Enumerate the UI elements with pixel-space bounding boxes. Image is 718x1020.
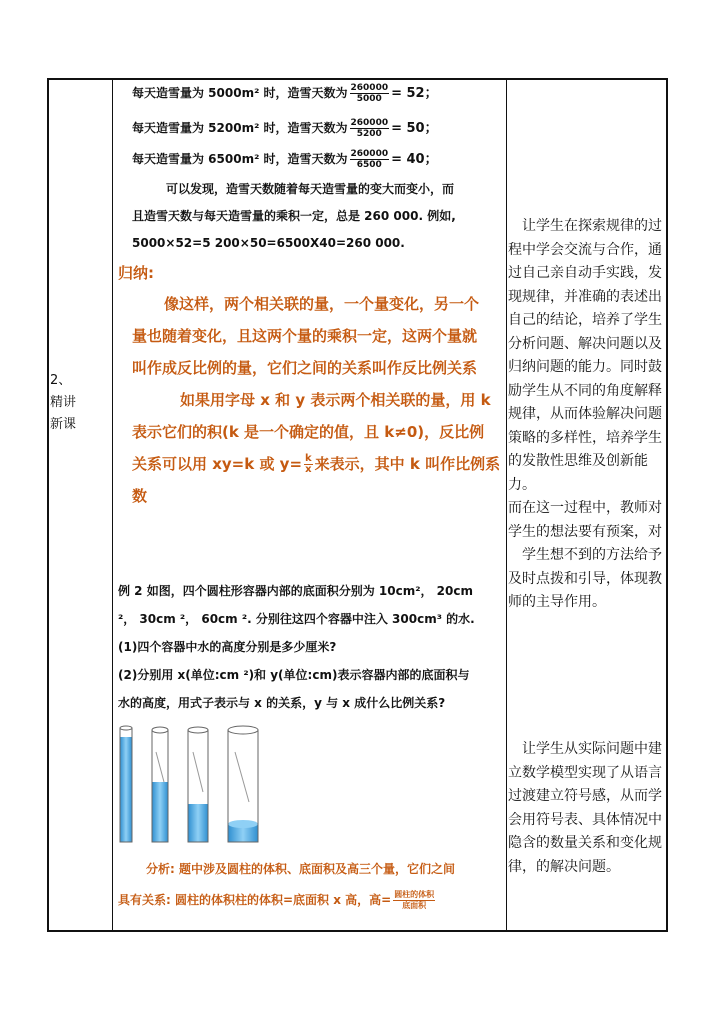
fraction-k-over-x — [304, 454, 313, 475]
observation-paragraph — [132, 176, 504, 257]
calc-text: 每天造雪量为 5000m² 时，造雪天数为 — [132, 86, 348, 100]
cylinder-2 — [152, 727, 168, 842]
calc-result: = 52； — [391, 86, 438, 101]
summary-line: 数 — [132, 487, 148, 505]
section-number: 2、 — [50, 373, 72, 388]
notes-line: 师的主导作用。 — [508, 594, 606, 610]
notes-line: 励学生从不同的角度解释 — [508, 382, 662, 399]
example-line: (1)四个容器中水的高度分别是多少厘米? — [118, 640, 337, 654]
summary-label: 归纳: — [118, 264, 154, 282]
section-title-line2: 新课 — [50, 417, 77, 432]
teaching-notes-2 — [508, 738, 666, 879]
calc-result: = 50； — [391, 121, 438, 136]
observation-line: 且造雪天数与每天造雪量的乘积一定，总是 260 000. 例如, — [132, 209, 456, 223]
notes-line: 过自己亲自动手实践，发 — [508, 265, 662, 281]
notes-line: 策略的多样性，培养学生 — [508, 429, 662, 446]
notes-line: 隐含的数量关系和变化规 — [508, 835, 662, 851]
fraction — [350, 149, 390, 170]
notes-line: 规律，从而体验解决问题 — [508, 406, 662, 422]
notes-line: 立数学模型实现了从语言 — [508, 764, 662, 781]
column-divider-1 — [112, 78, 113, 932]
notes-line: 学生的想法要有预案，对 — [508, 523, 662, 540]
notes-line: 会用符号表、具体情况中 — [508, 811, 662, 828]
analysis-line-2 — [118, 890, 437, 911]
example-line: (2)分别用 x(单位:cm ²)和 y(单位:cm)表示容器内部的底面积与 — [118, 668, 470, 682]
analysis-text: 具有关系: 圆柱的体积柱的体积=底面积 x 高，高= — [118, 893, 392, 907]
fraction-num: 260000 — [350, 83, 389, 93]
section-title-line1: 精讲 — [50, 395, 77, 410]
calc-line-3 — [132, 148, 438, 170]
example-line: 例 2 如图，四个圆柱形容器内部的底面积分别为 10cm²， 20cm — [118, 584, 473, 598]
notes-line: 让学生从实际问题中建 — [508, 741, 662, 757]
notes-line: 律，的解决问题。 — [508, 858, 620, 875]
summary-line — [132, 448, 506, 480]
teaching-notes-1 — [508, 215, 666, 615]
calc-result: = 40； — [391, 152, 438, 167]
fraction-den: 底面积 — [402, 901, 427, 910]
summary-line: 表示它们的积(k 是一个确定的值，且 k≠0)，反比例 — [132, 423, 485, 441]
notes-line: 学生想不到的方法给予 — [508, 547, 662, 563]
calc-line-1 — [132, 82, 438, 104]
fraction — [350, 83, 390, 104]
calc-text: 每天造雪量为 5200m² 时，造雪天数为 — [132, 121, 348, 135]
summary-paragraph — [132, 288, 506, 512]
calc-text: 每天造雪量为 6500m² 时，造雪天数为 — [132, 152, 348, 166]
fraction-height — [393, 890, 435, 911]
notes-line: 自己的结论，培养了学生 — [508, 312, 662, 328]
fraction — [350, 118, 390, 139]
notes-line: 归纳问题的能力。同时鼓 — [508, 359, 662, 375]
notes-line: 程中学会交流与合作，通 — [508, 241, 662, 258]
observation-line: 5000×52=5 200×50=6500X40=260 000. — [132, 236, 405, 250]
notes-line: 而在这一过程中，教师对 — [508, 500, 662, 516]
notes-line: 及时点拨和引导，体现教 — [508, 570, 662, 587]
fraction-den: 5000 — [356, 94, 382, 104]
cylinder-1 — [120, 726, 132, 842]
summary-line: 叫作成反比例的量，它们之间的关系叫作反比例关系 — [132, 359, 478, 377]
notes-line: 的发散性思维及创新能力。 — [508, 453, 648, 493]
section-label — [50, 370, 110, 436]
notes-line: 让学生在探索规律的过 — [508, 218, 662, 234]
notes-line: 现规律，并准确的表述出 — [508, 288, 662, 305]
observation-line: 可以发现，造雪天数随着每天造雪量的变大而变小，而 — [166, 182, 455, 196]
cylinder-4 — [228, 726, 258, 842]
example-line: ²， 30cm ²， 60cm ². 分别往这四个容器中注入 300cm³ 的水. — [118, 612, 475, 626]
fraction-num: 圆柱的体积 — [394, 890, 435, 899]
summary-text: 关系可以用 xy=k 或 y= — [132, 455, 303, 473]
fraction-den: x — [305, 464, 312, 475]
fraction-num: k — [305, 453, 312, 464]
cylinder-3 — [188, 727, 208, 842]
summary-text: 来表示，其中 k 叫作比例系 — [314, 455, 501, 473]
fraction-num: 260000 — [350, 149, 389, 159]
notes-line: 分析问题、解决问题以及 — [508, 335, 662, 352]
fraction-den: 5200 — [356, 129, 382, 139]
summary-line: 像这样，两个相关联的量，一个量变化，另一个 — [164, 295, 480, 313]
calc-line-2 — [132, 117, 438, 139]
summary-line: 如果用字母 x 和 y 表示两个相关联的量，用 k — [180, 391, 491, 409]
example-line: 水的高度，用式子表示与 x 的关系，y 与 x 成什么比例关系? — [118, 696, 446, 710]
analysis-line-1: 分析: 题中涉及圆柱的体积、底面积及高三个量，它们之间 — [146, 862, 455, 876]
example-2 — [118, 577, 506, 717]
summary-line: 量也随着变化，且这两个量的乘积一定，这两个量就 — [132, 327, 478, 345]
fraction-num: 260000 — [350, 118, 389, 128]
fraction-den: 6500 — [356, 160, 382, 170]
notes-line: 过渡建立符号感，从而学 — [508, 788, 662, 804]
cylinders-figure — [115, 722, 285, 850]
column-divider-2 — [506, 78, 507, 932]
